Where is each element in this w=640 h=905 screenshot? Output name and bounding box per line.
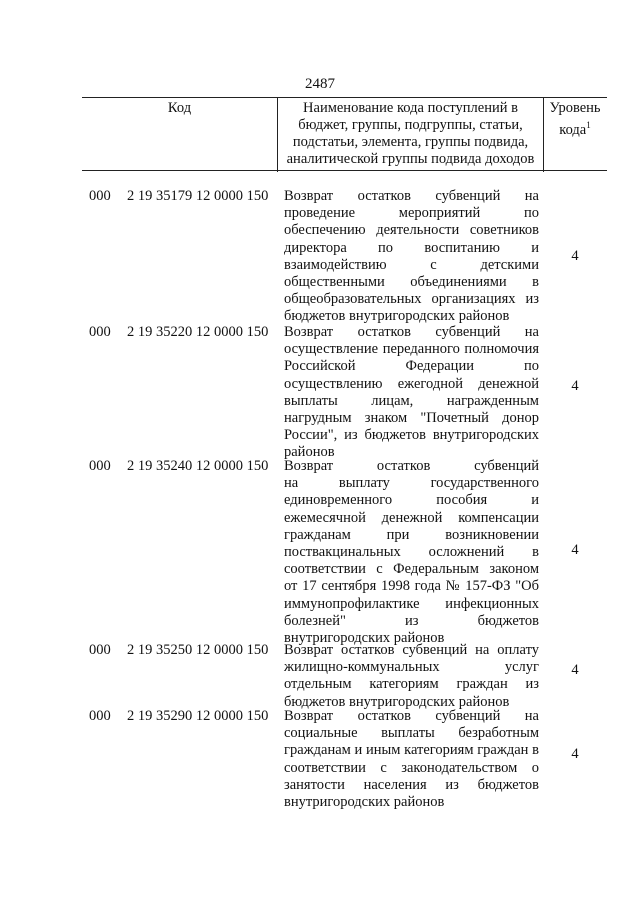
name-line: осуществление переданного полномочия — [284, 341, 539, 358]
name-line: болезней" из бюджетов — [284, 612, 539, 629]
name-line: Российской Федерации по — [284, 358, 539, 375]
name-line: соответствии с Федеральным законом — [284, 561, 539, 578]
name-line: России", из бюджетов внутригородских — [284, 427, 539, 444]
header-name — [277, 98, 544, 172]
row-level: 4 — [571, 378, 579, 394]
row-code — [89, 458, 268, 475]
row-level: 4 — [571, 746, 579, 762]
admin-code: 000 — [89, 324, 111, 340]
header-name-line: Наименование кода поступлений в — [303, 100, 518, 116]
name-line: отдельным категориям граждан из — [284, 676, 539, 693]
revenue-code: 2 19 35220 12 0000 150 — [127, 324, 269, 340]
row-code — [89, 188, 268, 205]
admin-code: 000 — [89, 708, 111, 724]
name-line: жилищно-коммунальных услуг — [284, 659, 539, 676]
name-line: Возврат остатков субвенций на — [284, 324, 539, 340]
name-line: нагрудным знаком "Почетный донор — [284, 409, 539, 426]
name-line: социальные выплаты безработным — [284, 725, 539, 742]
name-line: единовременного пособия и — [284, 492, 539, 509]
header-name-line: подстатьи, элемента, группы подвида, — [292, 134, 529, 150]
header-name-line: бюджет, группы, подгруппы, статьи, — [298, 117, 523, 133]
name-line: гражданам и иным категориям граждан в — [284, 742, 539, 759]
row-name — [284, 324, 539, 462]
name-line: поствакцинальных осложнений в — [284, 543, 539, 560]
name-line: Возврат остатков субвенций — [284, 458, 539, 474]
header-name-line: аналитической группы подвида доходов — [286, 151, 535, 167]
table-header — [82, 97, 607, 171]
header-level-line: Уровень — [549, 100, 601, 116]
revenue-code: 2 19 35240 12 0000 150 — [127, 458, 269, 474]
name-line: гражданам при возникновении — [284, 526, 539, 543]
admin-code: 000 — [89, 458, 111, 474]
name-line: занятости населения из бюджетов — [284, 776, 539, 793]
name-line: взаимодействию с детскими — [284, 256, 539, 273]
row-name — [284, 188, 539, 326]
row-level: 4 — [571, 542, 579, 558]
name-line: директора по воспитанию и — [284, 239, 539, 256]
name-line: общественными объединениями в — [284, 273, 539, 290]
header-level-line — [543, 117, 607, 139]
name-line: бюджетов внутригородских районов — [284, 693, 510, 710]
name-line: Возврат остатков субвенций на — [284, 708, 539, 724]
row-code — [89, 708, 268, 725]
name-line: выплаты лицам, награжденным — [284, 392, 539, 409]
revenue-code: 2 19 35250 12 0000 150 — [127, 642, 269, 658]
row-name — [284, 458, 539, 647]
admin-code: 000 — [89, 642, 111, 658]
row-name — [284, 642, 539, 711]
name-line: внутригородских районов — [284, 629, 445, 646]
name-line: районов — [284, 444, 335, 461]
name-line: бюджетов внутригородских районов — [284, 308, 510, 325]
footnote-marker: 1 — [586, 120, 591, 130]
name-line: обеспечению деятельности советников — [284, 222, 539, 239]
name-line: Возврат остатков субвенций на оплату — [284, 642, 539, 658]
name-line: Возврат остатков субвенций на — [284, 188, 539, 204]
revenue-code: 2 19 35179 12 0000 150 — [127, 188, 269, 204]
header-level-word: кода — [559, 122, 587, 138]
page-number: 2487 — [305, 76, 335, 92]
row-level: 4 — [571, 248, 579, 264]
name-line: осуществлению ежегодной денежной — [284, 375, 539, 392]
row-level: 4 — [571, 662, 579, 678]
name-line: от 17 сентября 1998 года № 157-ФЗ "Об — [284, 578, 539, 595]
revenue-code: 2 19 35290 12 0000 150 — [127, 708, 269, 724]
header-level — [543, 98, 607, 172]
name-line: иммунопрофилактике инфекционных — [284, 595, 539, 612]
name-line: внутригородских районов — [284, 793, 445, 810]
row-code — [89, 642, 268, 659]
row-code — [89, 324, 268, 341]
name-line: на выплату государственного — [284, 475, 539, 492]
admin-code: 000 — [89, 188, 111, 204]
name-line: общеобразовательных организациях из — [284, 291, 539, 308]
row-name — [284, 708, 539, 811]
header-code: Код — [167, 100, 192, 116]
name-line: соответствии с законодательством о — [284, 759, 539, 776]
name-line: проведение мероприятий по — [284, 205, 539, 222]
name-line: ежемесячной денежной компенсации — [284, 509, 539, 526]
